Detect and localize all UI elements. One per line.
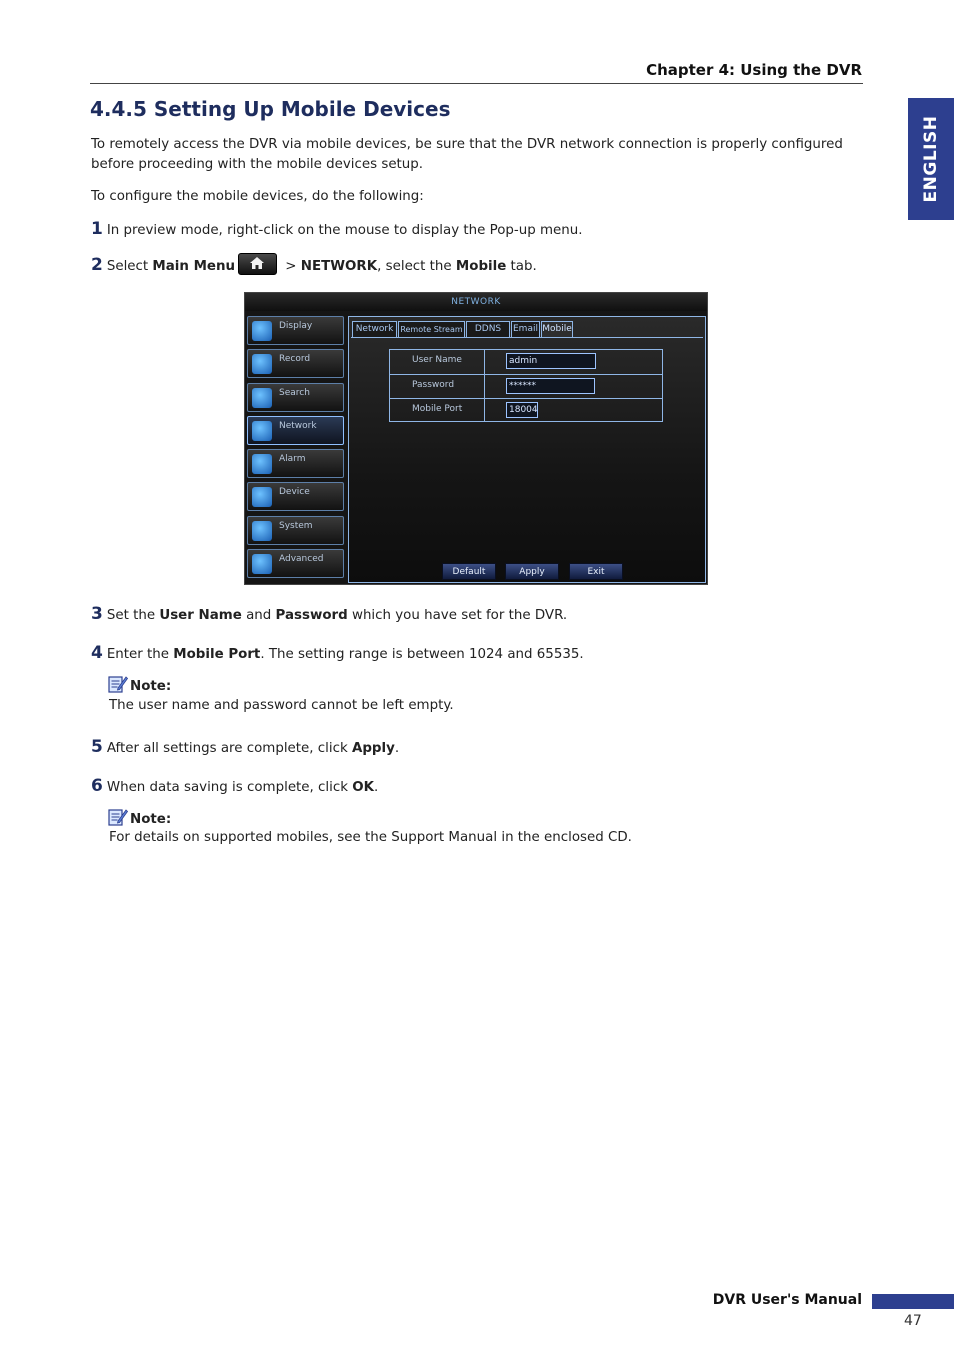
step-text: , select the <box>377 259 456 274</box>
user-name-label: User Name <box>412 355 462 365</box>
step-5 <box>91 737 399 757</box>
gear-icon <box>252 521 272 541</box>
step-text: . <box>394 741 400 756</box>
note-label: Note: <box>130 812 172 827</box>
user-name-term: User Name <box>159 608 242 623</box>
tab-ddns[interactable]: DDNS <box>466 321 510 337</box>
step-4 <box>91 643 584 663</box>
mobile-port-label: Mobile Port <box>412 404 463 414</box>
step-text: After all settings are complete, click <box>106 741 352 756</box>
step-text: which you have set for the DVR. <box>347 608 568 623</box>
note-2-text: For details on supported mobiles, see the Support Manual in the enclosed CD. <box>109 830 632 845</box>
step-text: > <box>281 259 301 274</box>
step-text: Select <box>106 259 153 274</box>
step-6 <box>91 776 378 796</box>
home-icon <box>238 253 277 275</box>
step-text: tab. <box>506 259 537 274</box>
note-label: Note: <box>130 679 172 694</box>
step-number: 5 <box>91 737 103 757</box>
exit-button[interactable]: Exit <box>569 563 623 580</box>
tab-underline <box>351 337 703 338</box>
default-button[interactable]: Default <box>442 563 496 580</box>
password-label: Password <box>412 380 455 390</box>
tab-mobile[interactable]: Mobile <box>541 321 573 337</box>
network-icon <box>252 421 272 441</box>
note-2-heading <box>108 808 171 827</box>
step-3 <box>91 604 567 624</box>
lead-paragraph: To configure the mobile devices, do the following: <box>91 189 424 204</box>
dvr-menu-item-alarm[interactable] <box>247 449 344 478</box>
step-text: When data saving is complete, click <box>106 780 353 795</box>
dvr-menu-label: Search <box>279 387 310 398</box>
footer-accent-bar <box>872 1294 954 1309</box>
note-icon <box>108 808 128 826</box>
apply-button[interactable]: Apply <box>505 563 559 580</box>
dvr-menu-label: Alarm <box>279 454 306 465</box>
step-text: and <box>241 608 276 623</box>
dvr-menu-item-advanced[interactable] <box>247 549 344 578</box>
note-1-heading <box>108 675 171 694</box>
tab-email[interactable]: Email <box>511 321 540 337</box>
step-number: 2 <box>91 255 103 275</box>
mobile-port-term: Mobile Port <box>173 647 261 662</box>
alarm-icon <box>252 454 272 474</box>
step-number: 3 <box>91 604 103 624</box>
password-term: Password <box>275 608 348 623</box>
step-text: . The setting range is between 1024 and 65535. <box>260 647 584 662</box>
search-icon <box>252 388 272 408</box>
dvr-network-screenshot <box>244 292 708 585</box>
mobile-port-row <box>390 398 662 422</box>
dvr-menu-label: Device <box>279 487 310 498</box>
dvr-menu-label: Advanced <box>279 554 324 565</box>
dvr-menu-item-record[interactable] <box>247 349 344 378</box>
section-title: 4.4.5 Setting Up Mobile Devices <box>90 97 451 121</box>
password-row <box>390 374 662 398</box>
step-2 <box>91 253 537 275</box>
device-icon <box>252 487 272 507</box>
step-text: Enter the <box>106 647 174 662</box>
intro-paragraph: To remotely access the DVR via mobile devices, be sure that the DVR network connection is properly configured before proceeding with the mobile devices setup. <box>91 137 843 172</box>
tab-network[interactable]: Network <box>352 321 397 337</box>
step-text: In preview mode, right-click on the mouse to display the Pop-up menu. <box>106 223 583 238</box>
dvr-menu-label: Record <box>279 354 311 365</box>
row-divider <box>484 350 485 374</box>
step-number: 6 <box>91 776 103 796</box>
dvr-side-menu <box>247 316 344 582</box>
dvr-menu-item-network[interactable] <box>247 416 344 445</box>
mobile-port-field[interactable]: 18004 <box>506 402 538 418</box>
dvr-window-title: NETWORK <box>245 293 707 311</box>
dvr-menu-label: System <box>279 520 313 531</box>
dvr-menu-item-device[interactable] <box>247 482 344 511</box>
display-icon <box>252 321 272 341</box>
advanced-icon <box>252 554 272 574</box>
network-term: NETWORK <box>300 259 378 274</box>
ok-term: OK <box>352 780 374 795</box>
step-number: 1 <box>91 219 103 239</box>
user-name-field[interactable]: admin <box>506 353 596 369</box>
dvr-menu-item-display[interactable] <box>247 316 344 345</box>
dvr-menu-label: Network <box>279 420 317 431</box>
step-1 <box>91 219 583 239</box>
row-divider <box>484 375 485 398</box>
dvr-menu-label: Display <box>279 321 313 331</box>
step-text: . <box>374 780 379 795</box>
chapter-heading: Chapter 4: Using the DVR <box>646 61 862 79</box>
footer-manual-title: DVR User's Manual <box>712 1292 862 1308</box>
page-number: 47 <box>904 1313 922 1329</box>
row-divider <box>484 399 485 422</box>
language-side-tab-label: ENGLISH <box>921 115 941 203</box>
password-field[interactable]: ****** <box>506 378 595 394</box>
dvr-settings-panel <box>348 316 706 583</box>
note-icon <box>108 675 128 693</box>
mobile-settings-form <box>389 349 663 422</box>
user-name-row <box>390 350 662 374</box>
step-text: Set the <box>106 608 160 623</box>
record-icon <box>252 354 272 374</box>
note-1-text: The user name and password cannot be left empty. <box>109 698 454 713</box>
header-rule <box>90 83 863 84</box>
dvr-menu-item-system[interactable] <box>247 516 344 545</box>
main-menu-term: Main Menu <box>152 259 236 274</box>
step-number: 4 <box>91 643 103 663</box>
tab-remote-stream[interactable]: Remote Stream <box>398 321 465 337</box>
apply-term: Apply <box>351 741 395 756</box>
language-side-tab <box>908 98 954 220</box>
dvr-menu-item-search[interactable] <box>247 383 344 412</box>
mobile-term: Mobile <box>455 259 507 274</box>
